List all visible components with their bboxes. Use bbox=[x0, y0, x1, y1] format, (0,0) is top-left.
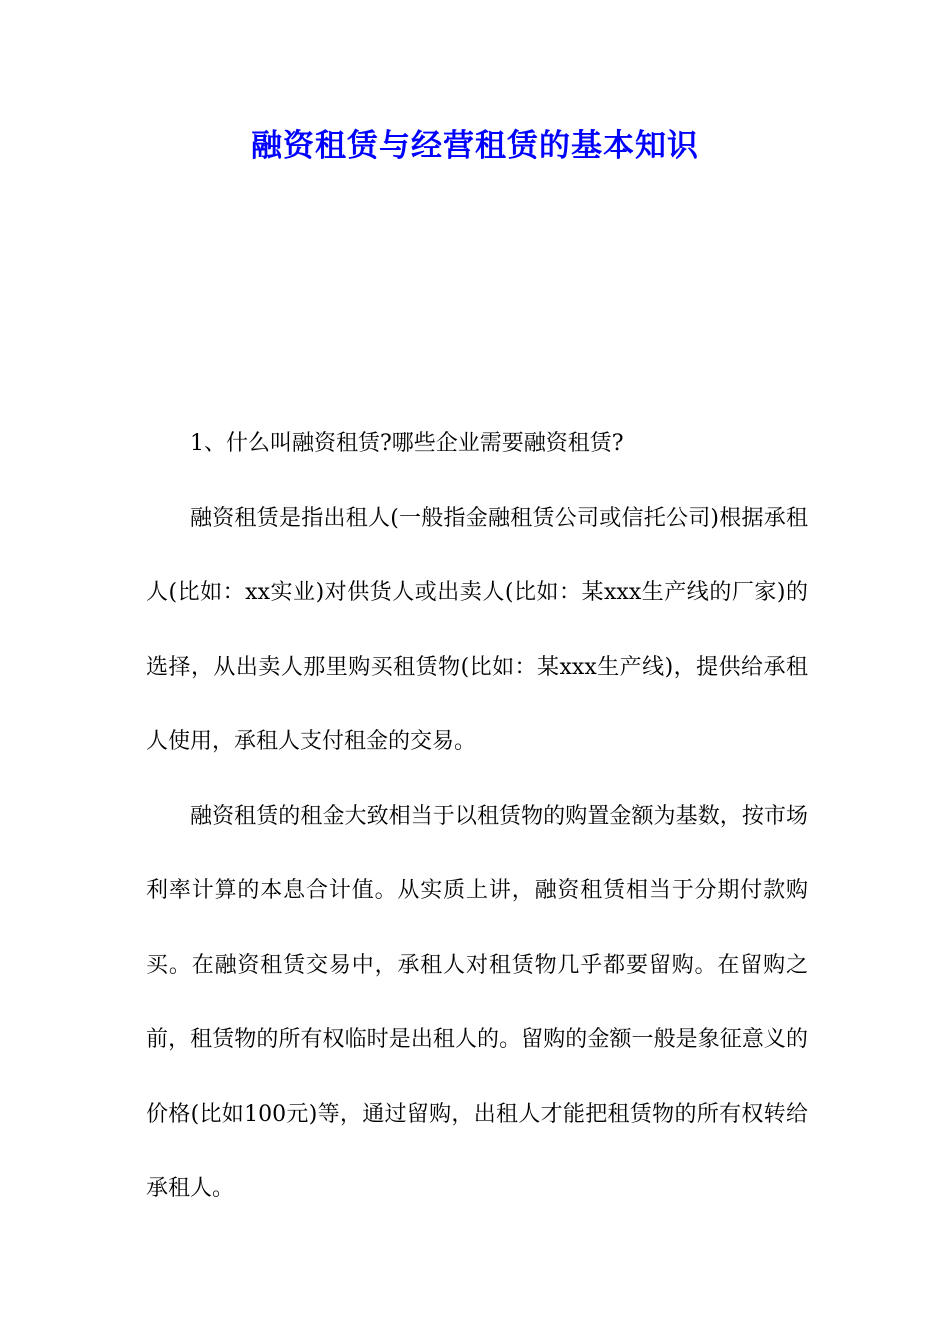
paragraph-question: 1、什么叫融资租赁?哪些企业需要融资租赁? bbox=[190, 431, 624, 456]
paragraph-definition: 融资租赁是指出租人(一般指金融租赁公司或信托公司)根据承租人(比如：xx实业)对供货人或出卖人(比如：某xxx生产线的厂家)的选择，从出卖人那里购买租赁物(比如：某xxx生产线)，提供给承租人使用，承租人支付租金的交易。 bbox=[146, 505, 808, 754]
document-body bbox=[146, 407, 808, 1227]
paragraph-rent-explanation: 融资租赁的租金大致相当于以租赁物的购置金额为基数，按市场利率计算的本息合计值。从实质上讲，融资租赁相当于分期付款购买。在融资租赁交易中，承租人对租赁物几乎都要留购。在留购之前，租赁物的所有权临时是出租人的。留购的金额一般是象征意义的价格(比如100元)等，通过留购，出租人才能把租赁物的所有权转给承租人。 bbox=[146, 803, 808, 1201]
document-title: 融资租赁与经营租赁的基本知识 bbox=[251, 128, 699, 164]
